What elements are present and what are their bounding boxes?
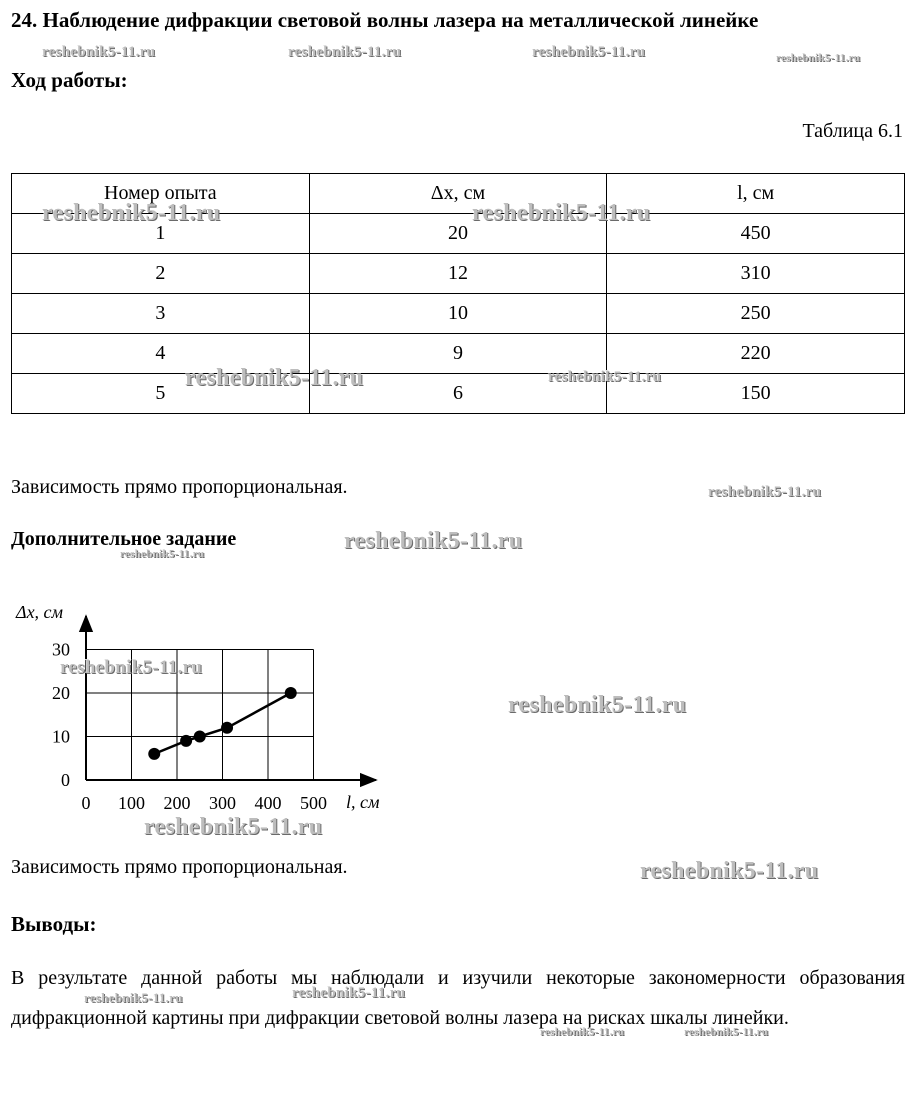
x-tick-label: 300 xyxy=(209,793,236,813)
watermark: reshebnik5-11.ru xyxy=(144,814,323,840)
x-tick-label: 0 xyxy=(81,793,91,813)
y-tick-label: 20 xyxy=(52,683,70,703)
y-tick-label: 30 xyxy=(52,639,70,660)
table-row xyxy=(12,254,905,294)
watermark: reshebnik5-11.ru xyxy=(472,200,651,226)
table-cell: 10 xyxy=(309,294,607,334)
table-cell: 12 xyxy=(309,254,607,294)
column-header-experiment: Номер опыта xyxy=(12,174,310,214)
table-cell: 250 xyxy=(607,294,905,334)
watermark: reshebnik5-11.ru xyxy=(776,52,861,64)
section-conclusions-heading: Выводы: xyxy=(11,912,97,936)
table-cell: 5 xyxy=(12,374,310,414)
dependency-statement: Зависимость прямо пропорциональная. xyxy=(11,476,348,498)
table-cell: 9 xyxy=(309,334,607,374)
watermark: reshebnik5-11.ru xyxy=(708,484,822,500)
column-header-l-label: l, см xyxy=(737,182,775,204)
table-cell: 220 xyxy=(607,334,905,374)
column-header-dx-label: Δx, см xyxy=(430,182,486,204)
watermark: reshebnik5-11.ru xyxy=(42,44,156,60)
y-tick-label: 10 xyxy=(52,726,70,747)
watermark: reshebnik5-11.ru xyxy=(548,369,662,385)
table-row xyxy=(12,374,905,414)
dependency-statement-2: Зависимость прямо пропорциональная. xyxy=(11,856,348,878)
y-tick-label: 0 xyxy=(61,770,70,790)
watermark: reshebnik5-11.ru xyxy=(120,548,205,560)
table-cell: 3 xyxy=(12,294,310,334)
data-point xyxy=(221,722,233,734)
watermark: reshebnik5-11.ru xyxy=(344,528,523,554)
data-point xyxy=(148,748,160,760)
x-axis-label: l, см xyxy=(346,792,380,812)
watermark: reshebnik5-11.ru xyxy=(532,44,646,60)
table-row xyxy=(12,294,905,334)
graph xyxy=(0,590,400,830)
table-cell: 6 xyxy=(309,374,607,414)
x-tick-label: 500 xyxy=(300,793,327,813)
table-cell: 4 xyxy=(12,334,310,374)
watermark: reshebnik5-11.ru xyxy=(84,990,183,1005)
table-caption: Таблица 6.1 xyxy=(802,120,903,142)
table-row xyxy=(12,334,905,374)
section-progress-heading: Ход работы: xyxy=(11,68,128,92)
table-cell: 450 xyxy=(607,214,905,254)
x-tick-label: 200 xyxy=(163,793,191,813)
table-cell: 1 xyxy=(12,214,310,254)
table-cell: 150 xyxy=(607,374,905,414)
column-header-l xyxy=(607,174,905,214)
watermark: reshebnik5-11.ru xyxy=(42,200,221,226)
watermark: reshebnik5-11.ru xyxy=(60,657,203,678)
x-tick-label: 100 xyxy=(118,793,145,813)
table-cell: 2 xyxy=(12,254,310,294)
y-axis-label: Δx, см xyxy=(16,602,64,622)
watermark: reshebnik5-11.ru xyxy=(684,1026,769,1038)
watermark: reshebnik5-11.ru xyxy=(292,985,406,1001)
watermark: reshebnik5-11.ru xyxy=(540,1026,625,1038)
watermark: reshebnik5-11.ru xyxy=(185,365,364,391)
page-title: 24. Наблюдение дифракции световой волны лазера на металлической линейке xyxy=(11,8,759,32)
watermark: reshebnik5-11.ru xyxy=(508,692,687,718)
data-point xyxy=(180,735,192,747)
conclusion-paragraph: В результате данной работы мы наблюдали и изучили некоторые закономерности образования дифракционной картины при дифракции световой волны лазера на рисках шкалы линейки. xyxy=(11,967,905,1029)
data-point xyxy=(194,731,206,743)
table-cell: 20 xyxy=(309,214,607,254)
watermark: reshebnik5-11.ru xyxy=(640,858,819,884)
x-tick-label: 400 xyxy=(254,793,282,813)
data-point xyxy=(285,687,297,699)
watermark: reshebnik5-11.ru xyxy=(288,44,402,60)
section-extra-heading: Дополнительное задание xyxy=(11,528,237,550)
table-cell: 310 xyxy=(607,254,905,294)
